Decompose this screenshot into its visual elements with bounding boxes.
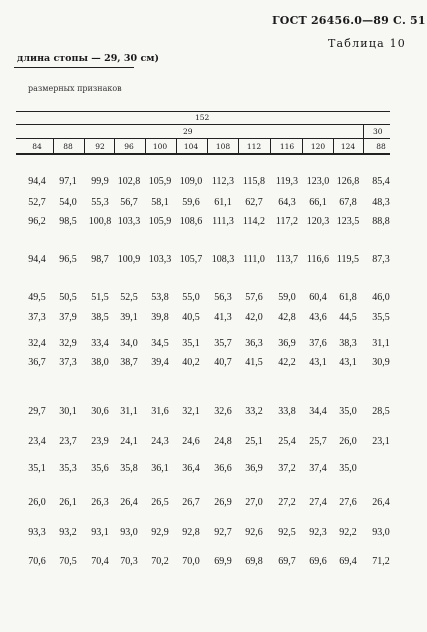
table-cell: 87,3	[372, 254, 390, 265]
table-cell: 36,3	[245, 338, 263, 349]
table-cell: 24,8	[214, 436, 232, 447]
table-cell: 23,7	[59, 436, 77, 447]
table-cell: 108,3	[211, 254, 235, 265]
table-cell: 105,9	[148, 216, 172, 227]
column-header: 92	[95, 142, 105, 151]
table-cell: 109,0	[179, 176, 203, 187]
table-cell: 93,0	[120, 527, 138, 538]
table-cell: 66,1	[309, 197, 327, 208]
table-cell: 102,8	[117, 176, 141, 187]
table-cell: 25,4	[278, 436, 296, 447]
column-separator	[270, 139, 271, 153]
table-cell: 35,5	[372, 312, 390, 323]
table-cell: 70,4	[91, 556, 109, 567]
table-cell: 34,4	[309, 406, 327, 417]
table-cell: 55,3	[91, 197, 109, 208]
table-cell: 92,3	[309, 527, 327, 538]
table-cell: 99,9	[91, 176, 109, 187]
table-cell: 35,3	[59, 463, 77, 474]
table-cell: 92,6	[245, 527, 263, 538]
column-header: 84	[32, 142, 42, 151]
table-cell: 48,3	[372, 197, 390, 208]
column-header: 88	[376, 142, 386, 151]
table-cell: 26,9	[214, 497, 232, 508]
table-cell: 36,1	[151, 463, 169, 474]
table-cell: 46,0	[372, 292, 390, 303]
table-cell: 94,4	[28, 176, 46, 187]
table-cell: 23,9	[91, 436, 109, 447]
table-cell: 37,2	[278, 463, 296, 474]
table-cell: 120,3	[306, 216, 330, 227]
table-cell: 27,0	[245, 497, 263, 508]
column-header: 104	[183, 142, 199, 151]
table-label: Таблица 10	[328, 37, 406, 50]
table-cell: 94,4	[28, 254, 46, 265]
column-header: 112	[246, 142, 262, 151]
table-cell: 38,0	[91, 357, 109, 368]
table-cell: 24,3	[151, 436, 169, 447]
table-cell: 42,8	[278, 312, 296, 323]
table-cell: 93,3	[28, 527, 46, 538]
table-cell: 85,4	[372, 176, 390, 187]
table-cell: 37,9	[59, 312, 77, 323]
table-cell: 32,9	[59, 338, 77, 349]
table-cell: 111,3	[212, 216, 234, 227]
column-separator	[302, 139, 303, 153]
table-cell: 69,4	[339, 556, 357, 567]
group-b-label: 30	[373, 127, 383, 136]
table-cell: 38,7	[120, 357, 138, 368]
table-cell: 92,8	[182, 527, 200, 538]
table-cell: 25,1	[245, 436, 263, 447]
table-cell: 36,7	[28, 357, 46, 368]
table-cell: 40,2	[182, 357, 200, 368]
table-cell: 39,1	[120, 312, 138, 323]
table-cell: 30,1	[59, 406, 77, 417]
table-cell: 31,1	[120, 406, 138, 417]
table-cell: 60,4	[309, 292, 327, 303]
table-cell: 30,9	[372, 357, 390, 368]
table-cell: 23,1	[372, 436, 390, 447]
table-cell: 93,0	[372, 527, 390, 538]
table-cell: 119,3	[275, 176, 299, 187]
table-cell: 40,5	[182, 312, 200, 323]
table-cell: 43,6	[309, 312, 327, 323]
table-cell: 27,4	[309, 497, 327, 508]
table-cell: 43,1	[309, 357, 327, 368]
table-cell: 52,5	[120, 292, 138, 303]
table-cell: 26,7	[182, 497, 200, 508]
table-cell: 70,3	[120, 556, 138, 567]
table-cell: 123,0	[306, 176, 330, 187]
table-cell: 31,6	[151, 406, 169, 417]
column-separator	[176, 139, 177, 153]
table-cell: 56,7	[120, 197, 138, 208]
table-cell: 61,8	[339, 292, 357, 303]
table-cell: 24,1	[120, 436, 138, 447]
table-cell: 35,1	[28, 463, 46, 474]
table-cell: 51,5	[91, 292, 109, 303]
table-cell: 64,3	[278, 197, 296, 208]
table-cell: 53,8	[151, 292, 169, 303]
column-separator	[145, 139, 146, 153]
table-cell: 103,3	[148, 254, 172, 265]
rule-colhead	[16, 153, 390, 155]
table-cell: 32,1	[182, 406, 200, 417]
table-cell: 35,0	[339, 406, 357, 417]
group-a-label: 29	[183, 127, 193, 136]
table-cell: 57,6	[245, 292, 263, 303]
table-cell: 97,1	[59, 176, 77, 187]
table-cell: 31,1	[372, 338, 390, 349]
rule-top	[16, 111, 390, 112]
column-header: 108	[215, 142, 231, 151]
table-cell: 67,8	[339, 197, 357, 208]
table-cell: 50,5	[59, 292, 77, 303]
table-cell: 39,8	[151, 312, 169, 323]
table-cell: 36,4	[182, 463, 200, 474]
table-cell: 41,3	[214, 312, 232, 323]
table-cell: 69,8	[245, 556, 263, 567]
table-cell: 126,8	[336, 176, 360, 187]
column-header: 96	[124, 142, 134, 151]
table-cell: 35,1	[182, 338, 200, 349]
table-cell: 26,0	[28, 497, 46, 508]
table-cell: 38,3	[339, 338, 357, 349]
table-cell: 71,2	[372, 556, 390, 567]
table-cell: 39,4	[151, 357, 169, 368]
group-top-label: 152	[195, 113, 210, 122]
table-cell: 55,0	[182, 292, 200, 303]
table-cell: 105,9	[148, 176, 172, 187]
table-cell: 29,7	[28, 406, 46, 417]
table-cell: 115,8	[242, 176, 266, 187]
table-cell: 23,4	[28, 436, 46, 447]
table-cell: 42,0	[245, 312, 263, 323]
table-cell: 54,0	[59, 197, 77, 208]
table-cell: 58,1	[151, 197, 169, 208]
table-cell: 43,1	[339, 357, 357, 368]
table-cell: 98,5	[59, 216, 77, 227]
table-subtitle: длина стопы — 29, 30 см)	[17, 53, 159, 64]
table-cell: 32,6	[214, 406, 232, 417]
table-cell: 69,6	[309, 556, 327, 567]
table-cell: 70,5	[59, 556, 77, 567]
table-cell: 37,6	[309, 338, 327, 349]
column-separator	[114, 139, 115, 153]
table-cell: 35,8	[120, 463, 138, 474]
column-header: 100	[152, 142, 168, 151]
table-cell: 108,6	[179, 216, 203, 227]
table-cell: 33,2	[245, 406, 263, 417]
table-cell: 36,9	[278, 338, 296, 349]
table-cell: 59,6	[182, 197, 200, 208]
column-separator	[84, 139, 85, 153]
table-cell: 61,1	[214, 197, 232, 208]
table-cell: 59,0	[278, 292, 296, 303]
column-header: 88	[63, 142, 73, 151]
table-cell: 35,6	[91, 463, 109, 474]
table-cell: 56,3	[214, 292, 232, 303]
table-cell: 26,5	[151, 497, 169, 508]
table-cell: 25,7	[309, 436, 327, 447]
table-cell: 119,5	[336, 254, 360, 265]
table-cell: 37,3	[28, 312, 46, 323]
table-cell: 35,7	[214, 338, 232, 349]
table-cell: 92,7	[214, 527, 232, 538]
table-cell: 113,7	[275, 254, 299, 265]
table-cell: 93,2	[59, 527, 77, 538]
table-cell: 44,5	[339, 312, 357, 323]
table-cell: 27,2	[278, 497, 296, 508]
table-cell: 96,2	[28, 216, 46, 227]
table-cell: 26,0	[339, 436, 357, 447]
table-cell: 26,4	[372, 497, 390, 508]
table-cell: 123,5	[336, 216, 360, 227]
table-cell: 34,5	[151, 338, 169, 349]
column-separator	[207, 139, 208, 153]
table-cell: 98,7	[91, 254, 109, 265]
table-cell: 70,6	[28, 556, 46, 567]
table-cell: 62,7	[245, 197, 263, 208]
table-cell: 42,2	[278, 357, 296, 368]
table-cell: 28,5	[372, 406, 390, 417]
table-cell: 92,9	[151, 527, 169, 538]
table-cell: 37,4	[309, 463, 327, 474]
table-cell: 70,2	[151, 556, 169, 567]
table-cell: 100,9	[117, 254, 141, 265]
table-cell: 70,0	[182, 556, 200, 567]
table-cell: 105,7	[179, 254, 203, 265]
table-cell: 103,3	[117, 216, 141, 227]
column-separator	[363, 139, 364, 153]
table-cell: 36,9	[245, 463, 263, 474]
column-header: 120	[310, 142, 326, 151]
column-separator	[53, 139, 54, 153]
table-cell: 69,7	[278, 556, 296, 567]
table-cell: 38,5	[91, 312, 109, 323]
table-cell: 114,2	[242, 216, 266, 227]
table-cell: 26,4	[120, 497, 138, 508]
table-cell: 88,8	[372, 216, 390, 227]
table-cell: 26,3	[91, 497, 109, 508]
table-cell: 117,2	[275, 216, 299, 227]
table-cell: 96,5	[59, 254, 77, 265]
table-cell: 32,4	[28, 338, 46, 349]
column-separator	[333, 139, 334, 153]
table-cell: 26,1	[59, 497, 77, 508]
table-cell: 24,6	[182, 436, 200, 447]
table-cell: 93,1	[91, 527, 109, 538]
table-cell: 27,6	[339, 497, 357, 508]
table-cell: 33,8	[278, 406, 296, 417]
table-cell: 69,9	[214, 556, 232, 567]
table-cell: 30,6	[91, 406, 109, 417]
table-cell: 92,2	[339, 527, 357, 538]
table-cell: 116,6	[306, 254, 330, 265]
table-cell: 111,0	[243, 254, 265, 265]
table-cell: 41,5	[245, 357, 263, 368]
table-cell: 40,7	[214, 357, 232, 368]
table-cell: 100,8	[88, 216, 112, 227]
table-cell: 37,3	[59, 357, 77, 368]
table-cell: 35,0	[339, 463, 357, 474]
table-cell: 92,5	[278, 527, 296, 538]
rule-group	[16, 124, 390, 125]
note-text: размерных признаков	[28, 84, 122, 93]
column-header: 124	[340, 142, 356, 151]
table-cell: 36,6	[214, 463, 232, 474]
table-cell: 49,5	[28, 292, 46, 303]
table-cell: 112,3	[211, 176, 235, 187]
table-cell: 33,4	[91, 338, 109, 349]
subtitle-rule	[14, 67, 134, 68]
gost-header: ГОСТ 26456.0—89 С. 51	[272, 14, 426, 27]
column-header: 116	[279, 142, 295, 151]
column-separator	[238, 139, 239, 153]
table-cell: 52,7	[28, 197, 46, 208]
table-cell: 34,0	[120, 338, 138, 349]
